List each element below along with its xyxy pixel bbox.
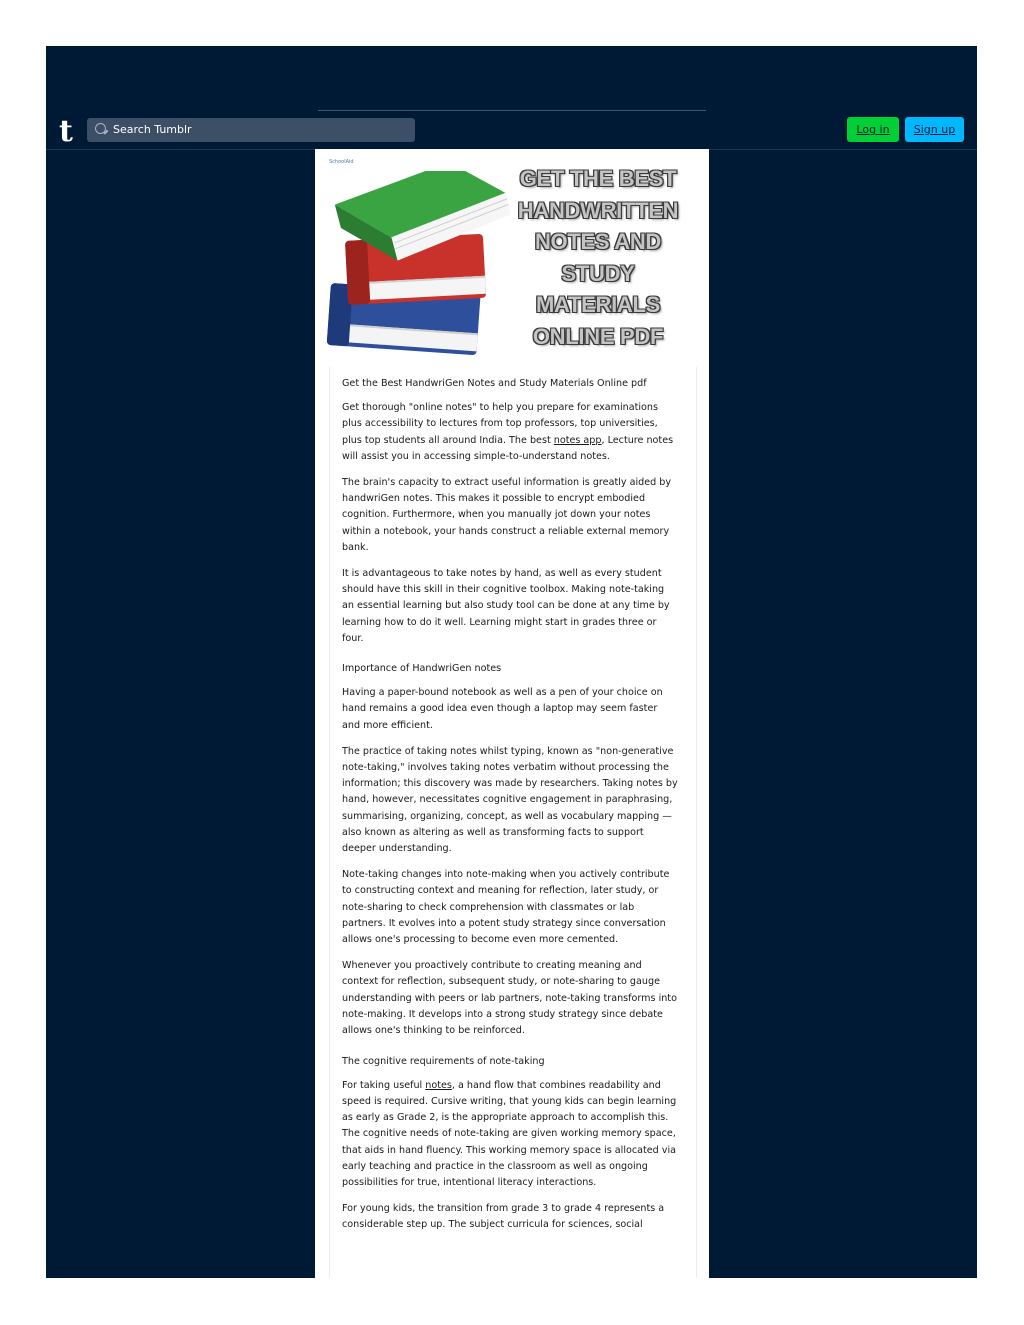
login-button[interactable]: Log in [847,117,899,142]
hero-title: GET THE BEST HANDWRITTEN NOTES AND STUDY MATERIALS ONLINE PDF [517,166,679,349]
top-bar [46,112,977,150]
notes-app-link[interactable]: notes app [553,434,602,446]
paragraph: Note-taking changes into note-making when you actively contribute to constructing context and meaning for reflection, later study, or note-sharing to check comprehension with classmates or lab partners. It evolves into a potent study strategy since conversation allows one's processing to become even more cemented. [342,869,670,946]
paragraph: For young kids, the transition from grade 3 to grade 4 represents a considerable step up. The subject curricula for sciences, social [342,1203,665,1231]
paragraph: For taking useful notes, a hand flow that combines readability and speed is required. Cursive writing, that young kids can begin learning as early as Grade 2, is the appropriate approach to accomplish this. The cognitive needs of note-taking are given working memory space, that aids in hand fluency. This working memory space is allocated via early teaching and practice in the classroom as well as ongoing possibilities for true, intentional literacy interactions. [342,1079,677,1189]
paragraph: The brain's capacity to extract useful information is greatly aided by handwriGen notes. This makes it possible to encrypt embodied cognition. Furthermore, when you manually jot down your notes within a notebook, your hands construct a reliable external memory bank. [342,476,672,553]
search-icon [95,123,106,134]
paragraph: Whenever you proactively contribute to creating meaning and context for reflection, subsequent study, or note-sharing to gauge understanding with peers or lab partners, note-taking transforms into note-making. It develops into a strong study strategy since debate allows one's thinking to be reinforced. [342,960,677,1037]
paragraph: The practice of taking notes whilst typing, known as "non-generative note-taking," involves taking notes verbatim without processing the information; this discovery was made by researchers. Taking notes by hand, however, necessitates cognitive engagement in paraphrasing, summarising, organizing, concept, as well as vocabulary mapping — also known as altering as well as transforming facts to support deeper understanding. [342,745,678,855]
search-placeholder: Search Tumblr [113,123,192,136]
section-heading: The cognitive requirements of note-taking [342,1055,545,1067]
section-heading: Importance of HandwriGen notes [342,663,502,675]
post-card [315,149,709,1278]
hero-logo: SchoolAid [329,159,354,165]
paragraph: It is advantageous to take notes by hand, as well as every student should have this skill in their cognitive toolbox. Making note-taking an essential learning but also study tool can be done at any time by learning how to do it well. Learning might start in grades three or four. [342,567,670,644]
signup-button[interactable]: Sign up [905,117,964,142]
notes-link[interactable]: notes [425,1079,452,1091]
paragraph: Get thorough "online notes" to help you prepare for examinations plus accessibility to lectures from top professors, top universities, plus top students all around India. The best notes app, Lecture notes will assist you in accessing simple-to-understand notes. [342,402,674,462]
hero-image [325,155,699,369]
tumblr-logo-icon[interactable]: t [59,114,73,149]
search-input[interactable] [87,118,415,142]
divider [318,110,706,111]
page-frame [46,46,977,1278]
paragraph: Having a paper-bound notebook as well as a pen of your choice on hand remains a good idea even though a laptop may seem faster and more efficient. [342,687,663,731]
post-content [342,376,678,1243]
books-illustration [325,171,510,371]
post-title: Get the Best HandwriGen Notes and Study Materials Online pdf [342,378,647,389]
